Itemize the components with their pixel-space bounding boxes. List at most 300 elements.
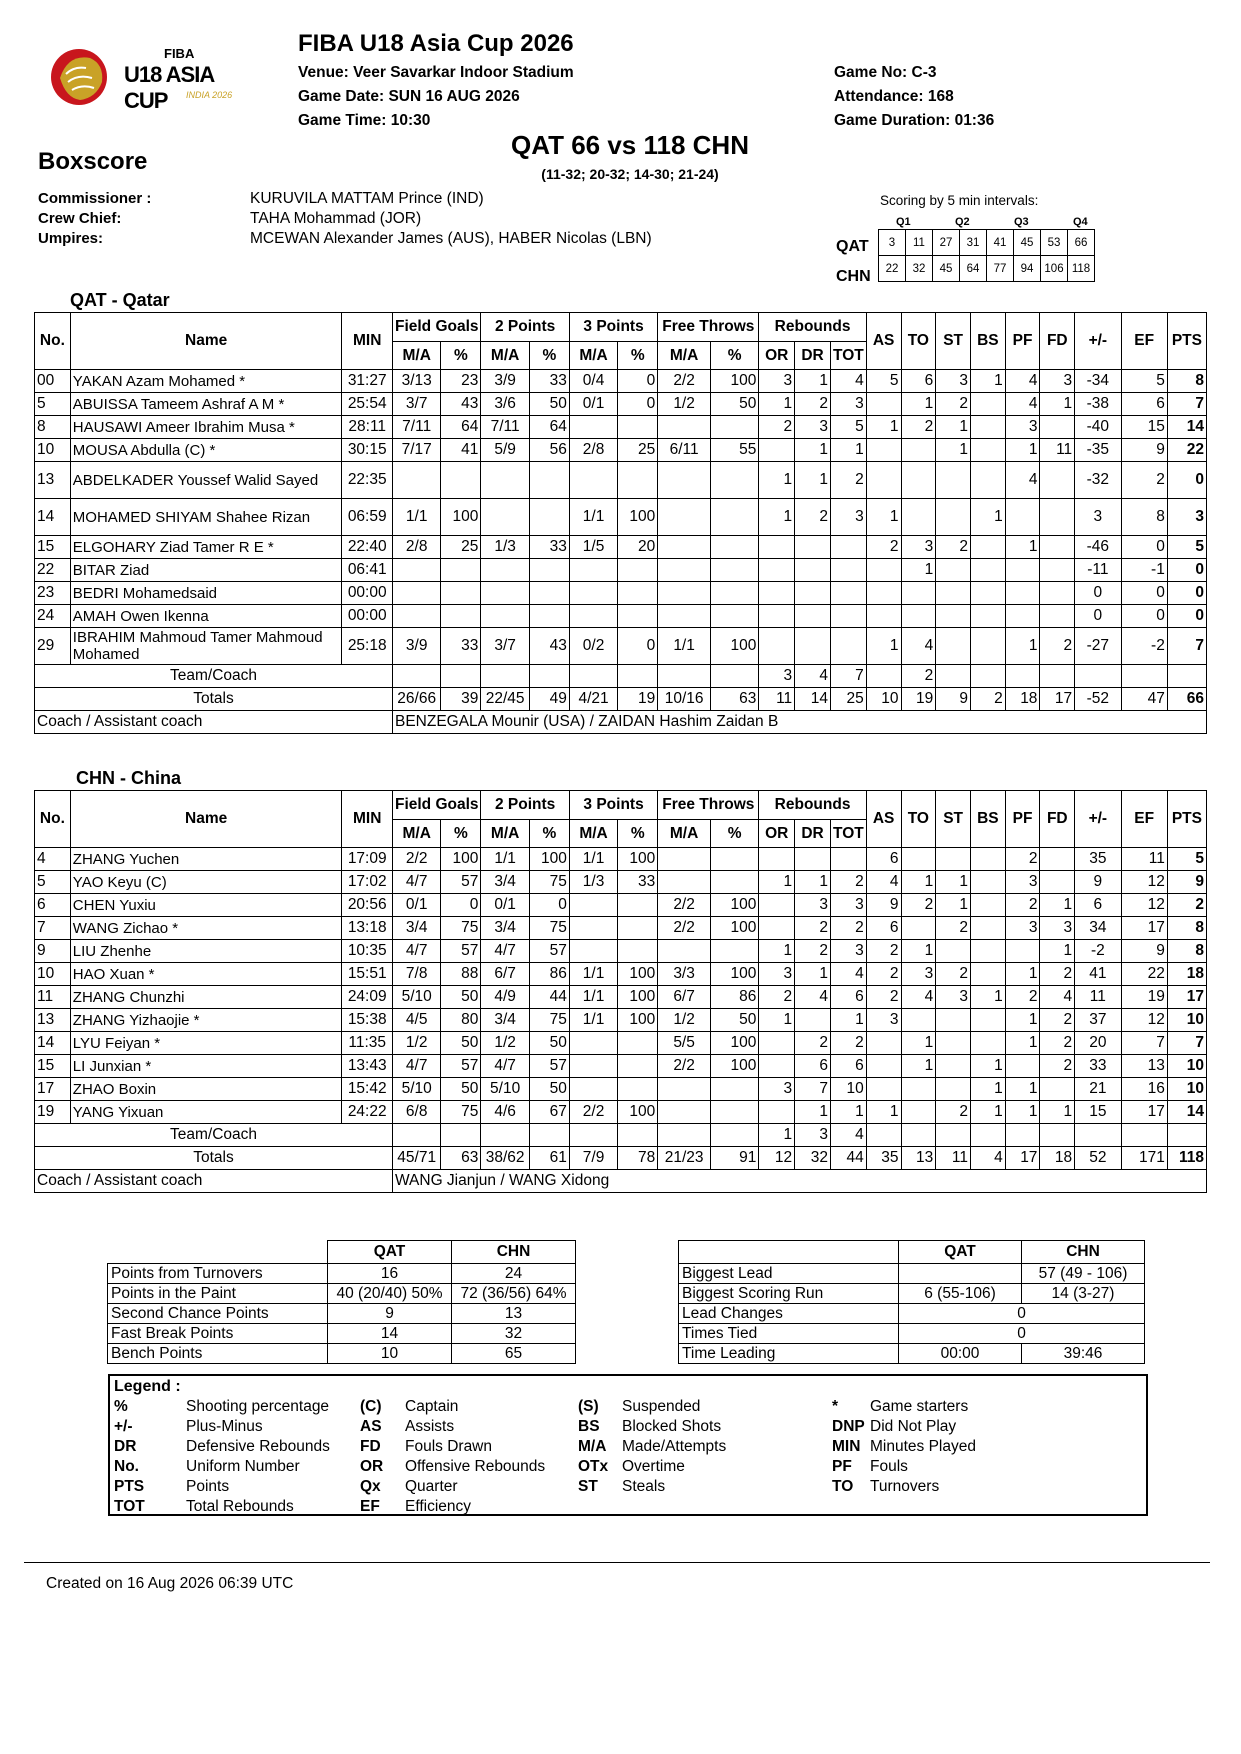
stat-tot: 3 — [830, 393, 866, 416]
stat-fgp: 43 — [441, 393, 481, 416]
stat-p2m: 7/11 — [481, 416, 529, 439]
stat-ftp: 100 — [710, 370, 758, 393]
stat-p2p: 43 — [529, 628, 569, 665]
stat-ftm — [658, 462, 711, 499]
interval-cell: 53 — [1041, 230, 1068, 256]
team-stats-row — [108, 1284, 576, 1304]
stat-ftp — [710, 559, 758, 582]
interval-cell: 45 — [1014, 230, 1041, 256]
coach-label: Coach / Assistant coach — [35, 1170, 393, 1193]
stat-ef: 19 — [1121, 986, 1167, 1009]
col-header-ma: M/A — [481, 342, 529, 370]
stat-ef: 6 — [1121, 393, 1167, 416]
team-stats-qat-header: QAT — [328, 1241, 452, 1264]
player-minutes: 06:41 — [342, 559, 393, 582]
stat-or: 1 — [759, 393, 795, 416]
stat-pf: 3 — [1005, 871, 1040, 894]
interval-row-chn — [879, 256, 1095, 282]
coach-names: WANG Jianjun / WANG Xidong — [392, 1170, 1206, 1193]
player-name: YANG Yixuan — [70, 1101, 342, 1124]
stat-p3m — [569, 559, 617, 582]
empty-cell — [392, 665, 440, 688]
stat-fd — [1040, 848, 1075, 871]
venue: Venue: Veer Savarkar Indoor Stadium — [298, 64, 574, 81]
stat-ftm — [658, 605, 711, 628]
game-stats-row — [679, 1304, 1145, 1324]
stat-pts: 8 — [1167, 370, 1206, 393]
stat-ftp: 55 — [710, 439, 758, 462]
team-coach-to — [901, 1124, 936, 1147]
player-name: IBRAHIM Mahmoud Tamer Mahmoud Mohamed — [70, 628, 342, 665]
stat-tot: 2 — [830, 1032, 866, 1055]
legend-box — [108, 1374, 1148, 1516]
stat-bs — [970, 871, 1005, 894]
stat-st: 1 — [936, 439, 971, 462]
total-st: 9 — [936, 688, 971, 711]
col-header-ma: M/A — [569, 342, 617, 370]
boxscore-heading: Boxscore — [38, 148, 148, 175]
stat-p2p: 44 — [529, 986, 569, 1009]
stat-fgm: 3/7 — [392, 393, 440, 416]
player-name: HAUSAWI Ameer Ibrahim Musa * — [70, 416, 342, 439]
stat-p2m — [481, 499, 529, 536]
stat-tot — [830, 582, 866, 605]
player-name: HAO Xuan * — [70, 963, 342, 986]
stat-as — [866, 462, 901, 499]
stat-pf — [1005, 499, 1040, 536]
stat-st — [936, 1009, 971, 1032]
player-name: MOUSA Abdulla (C) * — [70, 439, 342, 462]
stat-pm: 15 — [1075, 1101, 1121, 1124]
col-header-pct: % — [441, 820, 481, 848]
total-to: 13 — [901, 1147, 936, 1170]
legend-abbr: MIN — [832, 1438, 861, 1455]
interval-cell: 106 — [1041, 256, 1068, 282]
stat-bs: 1 — [970, 370, 1005, 393]
col-header-fg: Field Goals — [392, 313, 480, 342]
player-number: 23 — [35, 582, 71, 605]
stat-p2m: 6/7 — [481, 963, 529, 986]
player-row — [35, 940, 1207, 963]
stat-bs: 1 — [970, 1055, 1005, 1078]
team-coach-tot: 7 — [830, 665, 866, 688]
col-header-to: TO — [901, 791, 936, 848]
total-fd: 18 — [1040, 1147, 1075, 1170]
total-ef: 171 — [1121, 1147, 1167, 1170]
stat-pts: 22 — [1167, 439, 1206, 462]
legend-definition: Steals — [622, 1478, 666, 1495]
stat-pts: 10 — [1167, 1055, 1206, 1078]
stat-pf: 2 — [1005, 848, 1040, 871]
player-number: 15 — [35, 1055, 71, 1078]
stat-st — [936, 1078, 971, 1101]
legend-definition: Turnovers — [870, 1478, 940, 1495]
interval-cell: 66 — [1068, 230, 1095, 256]
crew-chief-name: TAHA Mohammad (JOR) — [250, 210, 422, 227]
stat-p3p: 100 — [618, 986, 658, 1009]
stat-ftm — [658, 1078, 711, 1101]
team-coach-label: Team/Coach — [35, 665, 393, 688]
totals-label: Totals — [35, 1147, 393, 1170]
legend-definition: Blocked Shots — [622, 1418, 722, 1435]
stat-ef: 15 — [1121, 416, 1167, 439]
stat-st: 2 — [936, 393, 971, 416]
total-fd: 17 — [1040, 688, 1075, 711]
stat-p2p — [529, 559, 569, 582]
stat-to — [901, 917, 936, 940]
stat-tot — [830, 536, 866, 559]
stat-fgp: 57 — [441, 940, 481, 963]
stat-fgp: 64 — [441, 416, 481, 439]
stat-p3m: 1/1 — [569, 499, 617, 536]
stat-ftm: 5/5 — [658, 1032, 711, 1055]
stat-pf: 1 — [1005, 628, 1040, 665]
empty-cell — [1121, 1124, 1167, 1147]
team-coach-as — [866, 665, 901, 688]
stat-to: 4 — [901, 628, 936, 665]
stat-st — [936, 582, 971, 605]
stat-pts: 7 — [1167, 628, 1206, 665]
stat-p3p: 33 — [618, 871, 658, 894]
total-p3p: 19 — [618, 688, 658, 711]
stat-ftp — [710, 499, 758, 536]
player-row — [35, 1009, 1207, 1032]
player-row — [35, 848, 1207, 871]
stat-pm: 35 — [1075, 848, 1121, 871]
legend-abbr: ST — [578, 1478, 598, 1495]
player-minutes: 30:15 — [342, 439, 393, 462]
stat-ftm: 6/11 — [658, 439, 711, 462]
stat-or: 1 — [759, 499, 795, 536]
legend-abbr: OR — [360, 1458, 384, 1475]
stat-as — [866, 559, 901, 582]
player-name: CHEN Yuxiu — [70, 894, 342, 917]
stat-qat: 9 — [328, 1304, 452, 1324]
stat-ftp: 100 — [710, 1032, 758, 1055]
stat-qat: 40 (20/40) 50% — [328, 1284, 452, 1304]
stat-p3p: 25 — [618, 439, 658, 462]
stat-as: 6 — [866, 917, 901, 940]
stat-p3m: 0/2 — [569, 628, 617, 665]
stat-fgm: 3/13 — [392, 370, 440, 393]
stat-bs — [970, 917, 1005, 940]
player-minutes: 10:35 — [342, 940, 393, 963]
stat-dr — [795, 536, 831, 559]
player-minutes: 00:00 — [342, 605, 393, 628]
col-header-tot: TOT — [830, 820, 866, 848]
col-header-or: OR — [759, 820, 795, 848]
stat-bs — [970, 605, 1005, 628]
col-header-no: No. — [35, 791, 71, 848]
stat-label: Bench Points — [108, 1344, 328, 1364]
stat-tot: 4 — [830, 370, 866, 393]
stat-p2p: 75 — [529, 871, 569, 894]
total-tot: 44 — [830, 1147, 866, 1170]
stat-dr: 7 — [795, 1078, 831, 1101]
stat-p2p: 56 — [529, 439, 569, 462]
interval-cell: 27 — [933, 230, 960, 256]
col-header-2p: 2 Points — [481, 791, 569, 820]
stat-ef: 13 — [1121, 1055, 1167, 1078]
game-stats-header — [679, 1241, 1145, 1264]
player-name: ZHAO Boxin — [70, 1078, 342, 1101]
total-p2m: 38/62 — [481, 1147, 529, 1170]
stat-pts: 17 — [1167, 986, 1206, 1009]
stat-ftp — [710, 871, 758, 894]
stat-or: 2 — [759, 986, 795, 1009]
stat-pts: 14 — [1167, 1101, 1206, 1124]
stat-tot: 5 — [830, 416, 866, 439]
interval-cell: 32 — [906, 256, 933, 282]
stat-pm: -11 — [1075, 559, 1121, 582]
game-time: Game Time: 10:30 — [298, 112, 431, 129]
stat-chn: 24 — [452, 1264, 576, 1284]
player-number: 17 — [35, 1078, 71, 1101]
stat-fgm: 3/4 — [392, 917, 440, 940]
player-row — [35, 582, 1207, 605]
stat-tot: 1 — [830, 439, 866, 462]
total-dr: 14 — [795, 688, 831, 711]
stat-p3p: 100 — [618, 1009, 658, 1032]
stat-fgm — [392, 462, 440, 499]
stat-dr: 3 — [795, 894, 831, 917]
col-header-3p: 3 Points — [569, 313, 657, 342]
col-header-pts: PTS — [1167, 791, 1206, 848]
stat-p3m: 2/8 — [569, 439, 617, 462]
stat-p2p: 67 — [529, 1101, 569, 1124]
interval-score-table — [878, 229, 1095, 282]
coach-label: Coach / Assistant coach — [35, 711, 393, 734]
stat-fd: 2 — [1040, 1032, 1075, 1055]
stat-qat: 16 — [328, 1264, 452, 1284]
legend-definition: Total Rebounds — [186, 1498, 294, 1515]
stat-ftm: 1/2 — [658, 393, 711, 416]
col-header-pct: % — [618, 342, 658, 370]
legend-definition: Quarter — [405, 1478, 458, 1495]
stat-tot — [830, 628, 866, 665]
stat-bs: 1 — [970, 1101, 1005, 1124]
stat-p2p: 64 — [529, 416, 569, 439]
stat-as: 1 — [866, 1101, 901, 1124]
stat-fgp: 100 — [441, 499, 481, 536]
stat-fd: 3 — [1040, 917, 1075, 940]
coach-names: BENZEGALA Mounir (USA) / ZAIDAN Hashim Zaidan B — [392, 711, 1206, 734]
stat-fgp: 50 — [441, 1032, 481, 1055]
empty-cell — [1121, 665, 1167, 688]
legend-abbr: TOT — [114, 1498, 145, 1515]
legend-definition: Uniform Number — [186, 1458, 300, 1475]
empty-cell — [1167, 1124, 1206, 1147]
stat-ftm — [658, 871, 711, 894]
player-name: ABUISSA Tameem Ashraf A M * — [70, 393, 342, 416]
stat-p2p: 50 — [529, 393, 569, 416]
total-fgp: 39 — [441, 688, 481, 711]
player-row — [35, 894, 1207, 917]
stat-p2m: 5/9 — [481, 439, 529, 462]
stat-dr: 1 — [795, 370, 831, 393]
legend-definition: Game starters — [870, 1398, 969, 1415]
player-name: ZHANG Yizhaojie * — [70, 1009, 342, 1032]
stat-ef: 8 — [1121, 499, 1167, 536]
stat-p2m — [481, 462, 529, 499]
total-p3m: 4/21 — [569, 688, 617, 711]
crew-chief-label: Crew Chief: — [38, 210, 122, 227]
stat-st: 2 — [936, 1101, 971, 1124]
stat-ftp — [710, 536, 758, 559]
stat-fgm: 5/10 — [392, 986, 440, 1009]
stat-p3p — [618, 1078, 658, 1101]
stat-p3m: 1/1 — [569, 848, 617, 871]
col-header-pf: PF — [1005, 791, 1040, 848]
player-name: ELGOHARY Ziad Tamer R E * — [70, 536, 342, 559]
legend-definition: Minutes Played — [870, 1438, 976, 1455]
col-header-pct: % — [710, 342, 758, 370]
stat-label: Second Chance Points — [108, 1304, 328, 1324]
stat-pts: 8 — [1167, 940, 1206, 963]
player-number: 13 — [35, 462, 71, 499]
stat-dr — [795, 559, 831, 582]
total-pm: -52 — [1075, 688, 1121, 711]
stat-ftp — [710, 462, 758, 499]
stat-st — [936, 848, 971, 871]
interval-cell: 94 — [1014, 256, 1041, 282]
stat-bs — [970, 582, 1005, 605]
player-row — [35, 963, 1207, 986]
col-header-dr: DR — [795, 342, 831, 370]
interval-q1-label: Q1 — [896, 216, 911, 228]
stat-ef: 12 — [1121, 894, 1167, 917]
stat-ef: 12 — [1121, 1009, 1167, 1032]
stat-bs — [970, 628, 1005, 665]
col-header-min: MIN — [342, 313, 393, 370]
stat-bs — [970, 894, 1005, 917]
stat-fgm: 5/10 — [392, 1078, 440, 1101]
player-number: 10 — [35, 439, 71, 462]
interval-cell: 41 — [987, 230, 1014, 256]
stat-fd — [1040, 499, 1075, 536]
stat-p2m: 3/6 — [481, 393, 529, 416]
player-row — [35, 605, 1207, 628]
stat-fgp: 41 — [441, 439, 481, 462]
stat-tot: 4 — [830, 963, 866, 986]
col-header-pct: % — [618, 820, 658, 848]
stat-as: 1 — [866, 628, 901, 665]
stat-or: 1 — [759, 462, 795, 499]
stat-chn: 39:46 — [1022, 1344, 1145, 1364]
stat-ftp: 86 — [710, 986, 758, 1009]
stat-ftm — [658, 582, 711, 605]
player-minutes: 25:54 — [342, 393, 393, 416]
player-row — [35, 439, 1207, 462]
stat-fd: 11 — [1040, 439, 1075, 462]
game-stats-table — [678, 1240, 1145, 1364]
total-ftm: 10/16 — [658, 688, 711, 711]
stat-fd: 2 — [1040, 1055, 1075, 1078]
stat-ftm — [658, 1101, 711, 1124]
player-number: 6 — [35, 894, 71, 917]
total-as: 10 — [866, 688, 901, 711]
legend-abbr: % — [114, 1398, 128, 1415]
col-header-ma: M/A — [392, 820, 440, 848]
total-pts: 66 — [1167, 688, 1206, 711]
stat-to: 1 — [901, 1032, 936, 1055]
legend-definition: Points — [186, 1478, 230, 1495]
stat-tot: 2 — [830, 871, 866, 894]
stat-pm: 11 — [1075, 986, 1121, 1009]
stat-p3m — [569, 894, 617, 917]
player-minutes: 15:38 — [342, 1009, 393, 1032]
stat-pf: 1 — [1005, 1101, 1040, 1124]
stat-p2m: 4/9 — [481, 986, 529, 1009]
stat-p2m: 4/7 — [481, 940, 529, 963]
stat-as: 6 — [866, 848, 901, 871]
stat-pf: 4 — [1005, 393, 1040, 416]
col-header-bs: BS — [970, 791, 1005, 848]
stat-fgp: 25 — [441, 536, 481, 559]
empty-cell — [658, 665, 711, 688]
stat-or — [759, 917, 795, 940]
col-header-fg: Field Goals — [392, 791, 480, 820]
stat-label: Biggest Lead — [679, 1264, 899, 1284]
team-stats-header — [108, 1241, 576, 1264]
player-name: LYU Feiyan * — [70, 1032, 342, 1055]
empty-cell — [392, 1124, 440, 1147]
stat-p3m: 1/3 — [569, 871, 617, 894]
stat-p3p — [618, 1032, 658, 1055]
stat-tot: 2 — [830, 917, 866, 940]
stat-or — [759, 1032, 795, 1055]
stat-p3m: 0/4 — [569, 370, 617, 393]
team-stats-table — [107, 1240, 576, 1364]
stat-value: 0 — [899, 1304, 1145, 1324]
team-coach-as — [866, 1124, 901, 1147]
stat-fgp: 80 — [441, 1009, 481, 1032]
total-ftp: 91 — [710, 1147, 758, 1170]
stat-fd — [1040, 582, 1075, 605]
stat-fd: 4 — [1040, 986, 1075, 1009]
legend-abbr: FD — [360, 1438, 381, 1455]
empty-cell — [618, 1124, 658, 1147]
team-stats-row — [108, 1304, 576, 1324]
total-p2m: 22/45 — [481, 688, 529, 711]
col-header-as: AS — [866, 791, 901, 848]
stat-bs — [970, 393, 1005, 416]
stat-or — [759, 1101, 795, 1124]
col-header-3p: 3 Points — [569, 791, 657, 820]
col-header-min: MIN — [342, 791, 393, 848]
stat-pm: 3 — [1075, 499, 1121, 536]
stat-or: 1 — [759, 871, 795, 894]
stat-or — [759, 536, 795, 559]
empty-cell — [569, 665, 617, 688]
stat-tot: 3 — [830, 940, 866, 963]
stat-fgp — [441, 582, 481, 605]
stat-bs: 1 — [970, 1078, 1005, 1101]
stat-fgm: 4/7 — [392, 940, 440, 963]
stat-st — [936, 559, 971, 582]
stat-dr: 1 — [795, 439, 831, 462]
stat-tot — [830, 559, 866, 582]
stat-fgp: 100 — [441, 848, 481, 871]
stat-ftm — [658, 559, 711, 582]
stat-fgp — [441, 605, 481, 628]
stat-label: Lead Changes — [679, 1304, 899, 1324]
col-header-bs: BS — [970, 313, 1005, 370]
stat-as: 2 — [866, 963, 901, 986]
stat-fgp: 50 — [441, 986, 481, 1009]
player-number: 24 — [35, 605, 71, 628]
player-minutes: 22:35 — [342, 462, 393, 499]
